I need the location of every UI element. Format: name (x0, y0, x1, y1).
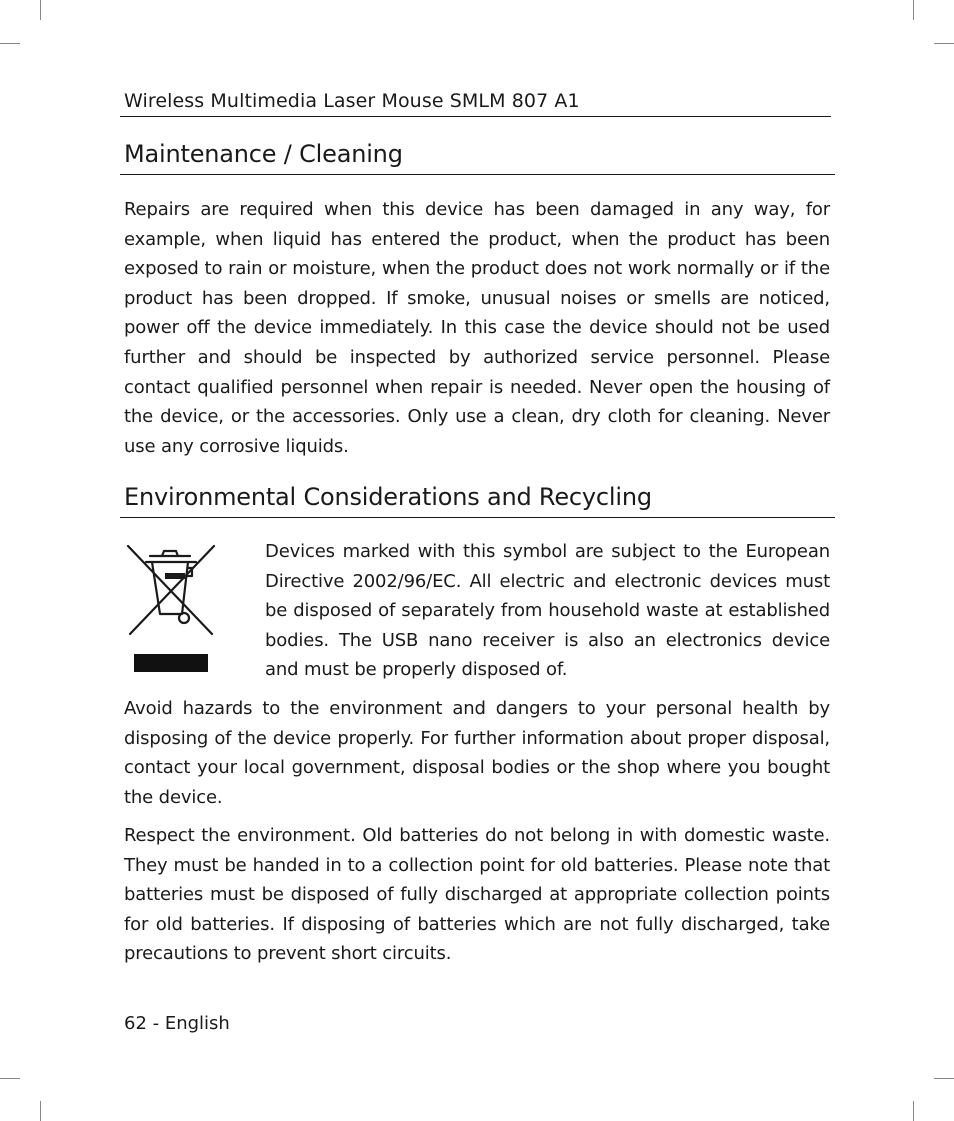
weee-symbol-paragraph: Devices marked with this symbol are subject to the European Directive 2002/96/EC. All electric and electronic devices must be disposed of separately from household waste at established bodies. The USB nano receiver is also an electronics device and must be properly disposed of. (265, 541, 830, 681)
crop-mark (934, 1078, 954, 1079)
section-rule-environment (120, 517, 835, 518)
crop-mark (0, 1078, 20, 1079)
crossed-out-wheelie-bin-icon (124, 542, 218, 674)
section-title-maintenance: Maintenance / Cleaning (124, 140, 403, 168)
section-title-environment: Environmental Considerations and Recycling (124, 483, 652, 511)
environment-paragraph-disposal: Avoid hazards to the environment and dangers to your personal health by disposing of the device properly. For further information about proper disposal, contact your local government, disposal bodies or the shop where you bought the device. (124, 698, 830, 808)
section-rule-maintenance (120, 174, 835, 175)
maintenance-paragraph: Repairs are required when this device has been damaged in any way, for example, when liquid has entered the product, when the product has been exposed to rain or moisture, when the product does not work normally or if the product has been dropped. If smoke, unusual noises or smells are noticed, power off the device immediately. In this case the device should not be used further and should be inspected by authorized service personnel. Please contact qualified personnel when repair is needed. Never open the housing of the device, or the accessories. Only use a clean, dry cloth for cleaning. Never use any corrosive liquids. (124, 199, 830, 457)
crop-mark (913, 0, 914, 20)
crop-mark (40, 0, 41, 20)
environment-paragraph-batteries: Respect the environment. Old batteries do not belong in with domestic waste. They must be handed in to a collection point for old batteries. Please note that batteries must be disposed of fully discharged at appropriate collection points for old batteries. If disposing of batteries which are not fully discharged, take precautions to prevent short circuits. (124, 825, 830, 965)
page-number: 62 - English (124, 1013, 230, 1034)
header-rule (120, 116, 831, 117)
crop-mark (40, 1101, 41, 1121)
crop-mark (0, 43, 20, 44)
running-header: Wireless Multimedia Laser Mouse SMLM 807 A1 (124, 90, 580, 112)
crop-mark (913, 1101, 914, 1121)
crop-mark (934, 43, 954, 44)
